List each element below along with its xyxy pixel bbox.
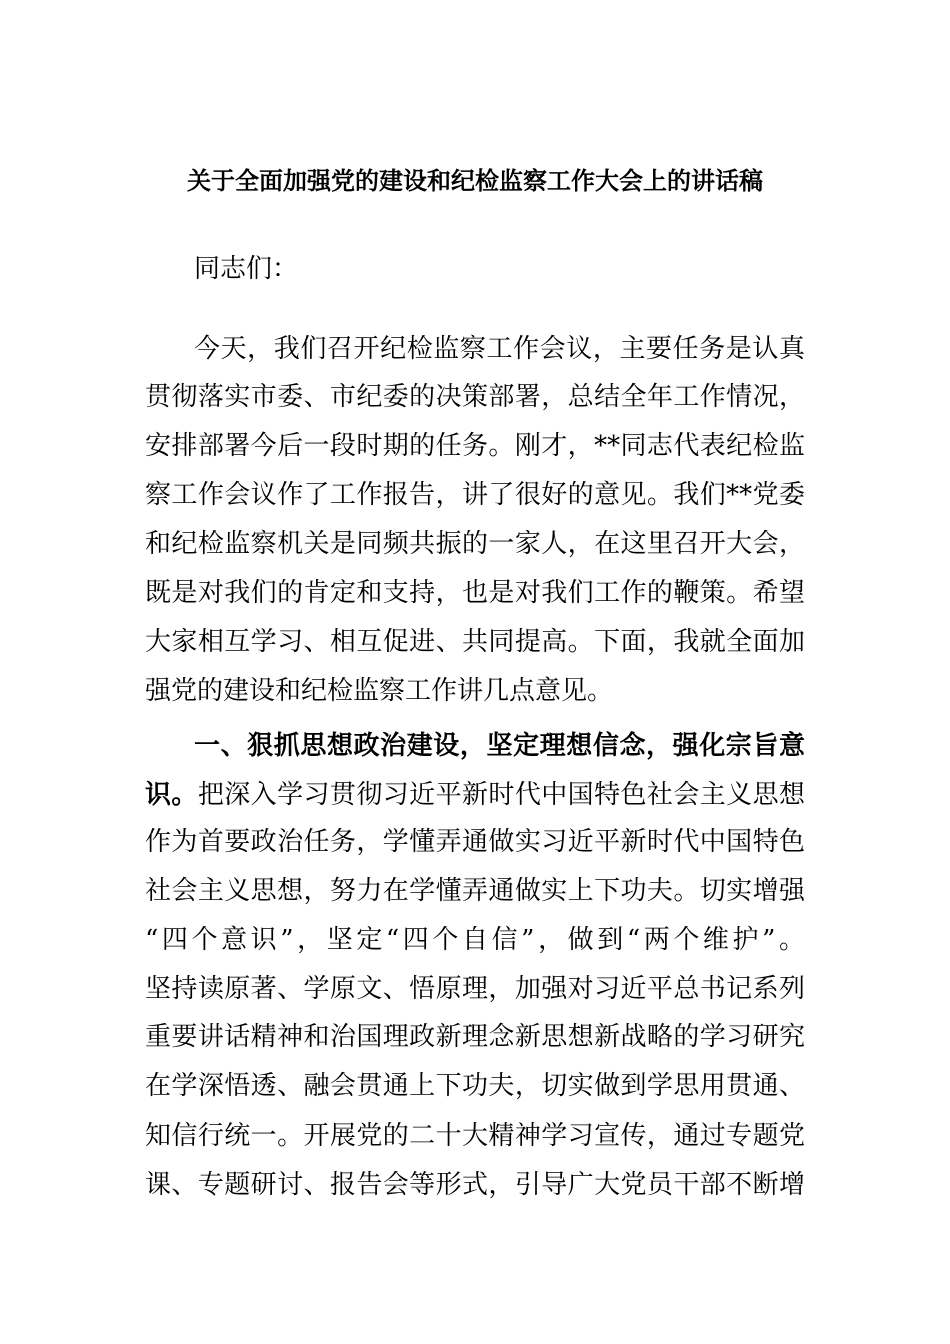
paragraph-line: 贯彻落实市委、市纪委的决策部署，总结全年工作情况， bbox=[145, 382, 805, 412]
paragraph-line: 社会主义思想，努力在学懂弄通做实上下功夫。切实增强 bbox=[145, 876, 805, 906]
paragraph-line: 大家相互学习、相互促进、共同提高。下面，我就全面加 bbox=[145, 627, 805, 657]
section-heading: 一、狠抓思想政治建设，坚定理想信念，强化宗旨意 bbox=[194, 731, 805, 761]
paragraph-line: 课、专题研讨、报告会等形式，引导广大党员干部不断增 bbox=[145, 1170, 805, 1200]
document-title: 关于全面加强党的建设和纪检监察工作大会上的讲话稿 bbox=[187, 166, 763, 195]
paragraph-line: 安排部署今后一段时期的任务。刚才，**同志代表纪检监 bbox=[145, 431, 805, 461]
paragraph-line: 知信行统一。开展党的二十大精神学习宣传，通过专题党 bbox=[145, 1121, 805, 1151]
paragraph-line: 察工作会议作了工作报告，讲了很好的意见。我们**党委 bbox=[145, 480, 805, 510]
salutation: 同志们： bbox=[194, 254, 299, 284]
paragraph-line: 今天，我们召开纪检监察工作会议，主要任务是认真 bbox=[194, 334, 805, 364]
paragraph-line: 作为首要政治任务，学懂弄通做实习近平新时代中国特色 bbox=[145, 827, 805, 857]
paragraph-line: 在学深悟透、融会贯通上下功夫，切实做到学思用贯通、 bbox=[145, 1071, 805, 1101]
paragraph-line: 和纪检监察机关是同频共振的一家人，在这里召开大会， bbox=[145, 529, 805, 559]
paragraph-line: 重要讲话精神和治国理政新理念新思想新战略的学习研究 bbox=[145, 1022, 805, 1052]
paragraph-line: 坚持读原著、学原文、悟原理，加强对习近平总书记系列 bbox=[145, 974, 805, 1004]
section-text: 把深入学习贯彻习近平新时代中国特色社会主义思想 bbox=[197, 780, 805, 810]
paragraph-line: 既是对我们的肯定和支持，也是对我们工作的鞭策。希望 bbox=[145, 578, 805, 608]
paragraph-line: 强党的建设和纪检监察工作讲几点意见。 bbox=[145, 676, 614, 706]
section-heading-end: 识。 bbox=[145, 780, 198, 810]
paragraph-line: “四个意识”，坚定“四个自信”，做到“两个维护”。 bbox=[145, 925, 805, 955]
section-heading-continuation bbox=[145, 775, 805, 815]
